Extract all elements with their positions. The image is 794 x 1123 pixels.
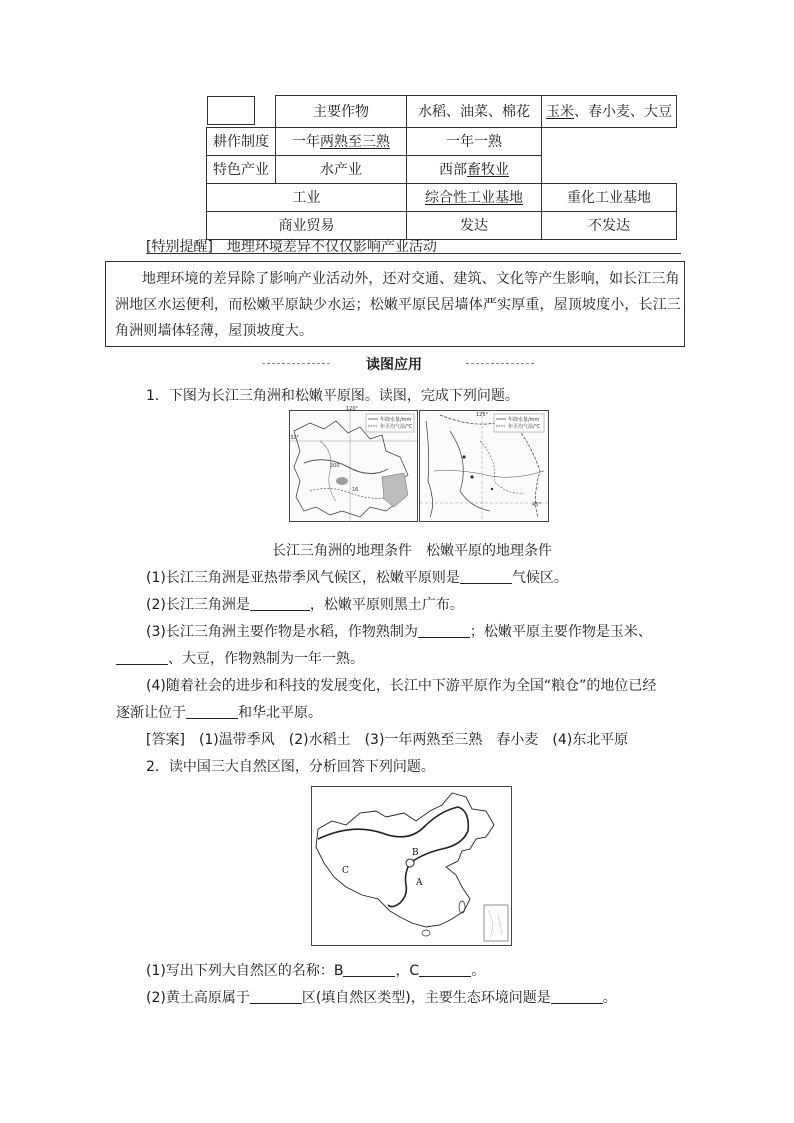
table-row <box>207 183 677 211</box>
map-caption: 长江三角洲的地理条件 松嫩平原的地理条件 <box>272 543 552 559</box>
table-row <box>207 127 677 155</box>
table-cell: 一年一熟 <box>407 127 542 155</box>
table-row <box>207 155 677 183</box>
question-text: 逐渐让位于 <box>116 705 186 721</box>
map-graphic <box>290 406 417 521</box>
table-row <box>207 96 677 128</box>
answer-text: (1)温带季风 (2)水稻土 (3)一年两熟至三熟 春小麦 (4)东北平原 <box>198 732 629 748</box>
map-longitude-label: 120° <box>346 406 359 412</box>
table-cell: 重化工业基地 <box>542 183 677 211</box>
section-title-text: 读图应用 <box>366 357 422 373</box>
question-1-part-3-cont <box>116 648 364 668</box>
question-1-part-4-cont <box>116 702 322 722</box>
tip-heading: [特别提醒] 地理环境差异不仅仅影响产业活动 <box>146 239 437 255</box>
table-cell: 特色产业 <box>207 155 276 183</box>
answer-blank <box>186 704 238 719</box>
table-cell: 商业贸易 <box>207 211 407 239</box>
question-text: (2)黄土高原属于 <box>146 990 250 1006</box>
yangtze-delta-map <box>289 406 418 522</box>
question-text: 。 <box>471 963 486 979</box>
tip-text: 地理环境的差异除了影响产业活动外，还对交通、建筑、文化等产生影响，如长江三角洲地区水运便利，而松嫩平原缺少水运；松嫩平原民居墙体严实厚重，屋顶坡度小，长江三角洲则墙体轻薄，屋顶坡度大。 <box>115 271 681 339</box>
table-cell: 水产业 <box>276 155 407 183</box>
map-longitude-label: 125° <box>476 412 489 418</box>
question-text: 和华北平原。 <box>238 705 322 721</box>
map-legend-text: 年平均气温/℃ <box>380 424 413 430</box>
question-1-part-4: (4)随着社会的进步和科技的发展变化，长江中下游平原作为全国“粮仓”的地位已经 <box>146 678 657 694</box>
table-cell: 发达 <box>407 211 542 239</box>
divider <box>466 363 534 364</box>
underlined-text: 玉米 <box>546 104 574 121</box>
question-1-part-2 <box>146 594 464 614</box>
question-1-part-3 <box>146 621 652 641</box>
map-number-label: 16 <box>352 487 359 493</box>
question-1-part-1 <box>146 567 568 587</box>
table-row <box>207 211 677 239</box>
map-legend-text: 年降水量/mm <box>380 417 412 423</box>
table-cell: 工业 <box>207 183 407 211</box>
question-text: (2)长江三角洲是 <box>146 597 250 613</box>
map-latitude-label: 32° <box>290 435 299 441</box>
question-text: (3)长江三角洲主要作物是水稻，作物熟制为 <box>146 624 418 640</box>
section-title <box>262 354 534 372</box>
table-cell: 主要作物 <box>276 96 407 128</box>
question-text: 、大豆，作物熟制为一年一熟。 <box>168 651 364 667</box>
question-text: (1)长江三角洲是亚热带季风气候区，松嫩平原则是 <box>146 570 460 586</box>
answer-blank <box>116 650 168 665</box>
table-cell: 不发达 <box>542 211 677 239</box>
divider <box>262 363 330 364</box>
question-text: 区(填自然区类型)，主要生态环境问题是 <box>301 990 551 1006</box>
answer-blank <box>343 962 395 977</box>
table-cell <box>407 183 542 211</box>
question-text: ，C <box>395 963 420 979</box>
table-cell <box>276 127 407 155</box>
question-2-part-1 <box>146 960 485 980</box>
question-text: 。 <box>602 990 617 1006</box>
question-text: ；松嫩平原主要作物是玉米、 <box>469 624 652 640</box>
cell-text: 西部 <box>439 162 467 178</box>
underlined-text: 综合性工业基地 <box>425 190 523 206</box>
table-cell: 水稻、油菜、棉花 <box>407 96 542 128</box>
answer-blank <box>250 596 310 611</box>
cell-text: 一年 <box>292 134 320 150</box>
cell-text: 、春小麦、大豆 <box>574 104 672 121</box>
question-2-part-2 <box>146 987 617 1007</box>
question-text: (1)写出下列大自然区的名称：B <box>146 963 344 979</box>
map-legend-text: 年降水量/mm <box>508 417 540 423</box>
tip-divider <box>146 253 681 254</box>
underlined-text: 畜牧业 <box>467 162 509 178</box>
answer-blank <box>250 989 302 1004</box>
answer-blank <box>418 623 470 638</box>
answer-blank <box>460 569 512 584</box>
question-text: 气候区。 <box>511 570 568 586</box>
region-label-b: B <box>412 848 419 858</box>
question-text: ，松嫩平原则黑土广布。 <box>309 597 464 613</box>
table-cell: 耕作制度 <box>207 127 276 155</box>
table-cell <box>407 155 542 183</box>
map-number-label: 200 <box>330 463 340 469</box>
songnen-plain-map <box>419 410 549 522</box>
map-graphic <box>420 411 548 521</box>
table-merged-cell <box>207 96 255 125</box>
region-label-a: A <box>416 878 423 888</box>
map-legend-text: 年平均气温/℃ <box>508 424 541 430</box>
map-latitude-label: 45° <box>532 502 541 508</box>
region-label-c: C <box>342 866 349 876</box>
comparison-table <box>206 95 677 240</box>
answer-blank <box>419 962 471 977</box>
answer-blank <box>551 989 603 1004</box>
question-1-intro: 1．下图为长江三角洲和松嫩平原图。读图，完成下列问题。 <box>146 388 519 404</box>
answer-line <box>146 729 628 749</box>
china-natural-regions-map <box>311 786 512 946</box>
map-graphic <box>312 787 511 945</box>
question-2-intro: 2．读中国三大自然区图，分析回答下列问题。 <box>146 759 435 775</box>
underlined-text: 两熟至三熟 <box>320 134 390 150</box>
table-cell <box>542 96 677 128</box>
answer-tag: [答案] <box>146 732 185 748</box>
